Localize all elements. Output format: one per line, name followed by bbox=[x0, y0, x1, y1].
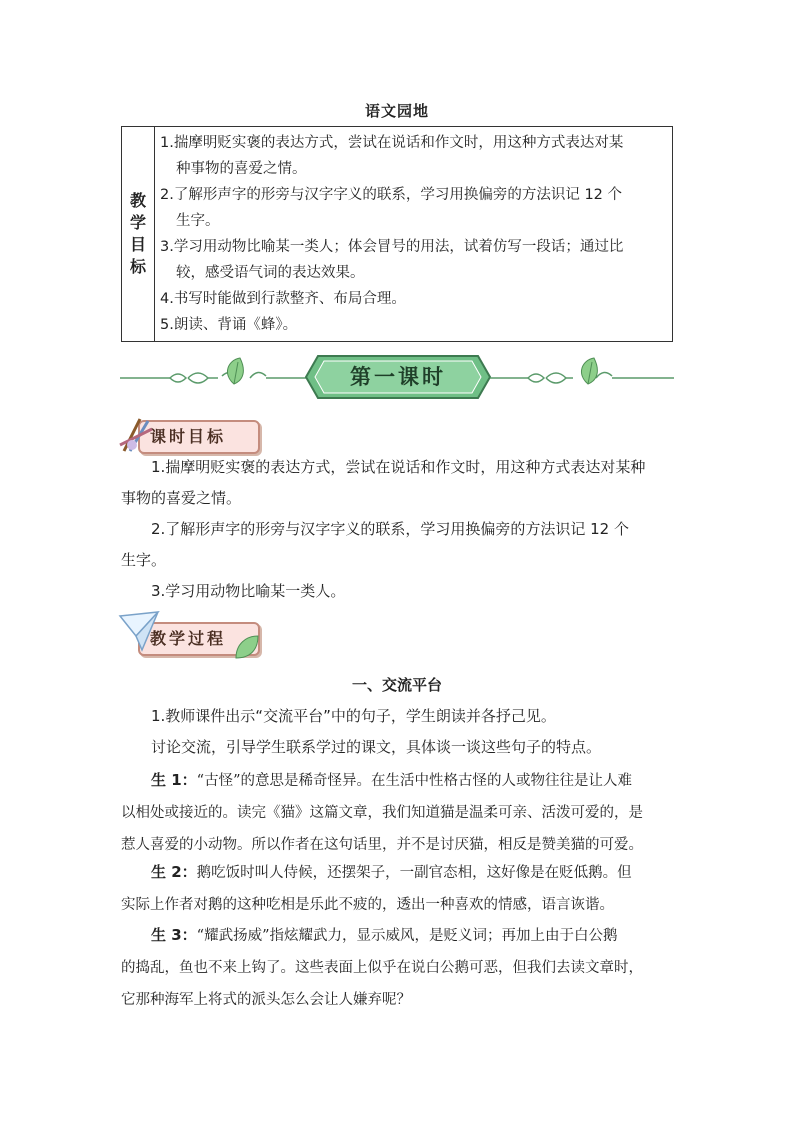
goal-text-cont: 较，感受语气词的表达效果。 bbox=[176, 265, 365, 281]
leaf-icon bbox=[232, 632, 262, 662]
goal-text-cont: 种事物的喜爱之情。 bbox=[176, 161, 307, 177]
goal-text: 1.揣摩明贬实褒的表达方式，尝试在说话和作文时，用这种方式表达对某 bbox=[160, 135, 624, 151]
student-label: 生 3： bbox=[151, 926, 197, 944]
student-text: “古怪”的意思是稀奇怪异。在生活中性格古怪的人或物往往是让人难 bbox=[196, 773, 632, 789]
goal-text: 2.了解形声字的形旁与汉字字义的联系，学习用换偏旁的方法识记 12 个 bbox=[160, 187, 623, 203]
goals-label-cell bbox=[122, 127, 155, 342]
goal-text: 3.学习用动物比喻某一类人；体会冒号的用法，试着仿写一段话；通过比 bbox=[160, 239, 624, 255]
goal-text: 5.朗读、背诵《蜂》。 bbox=[160, 317, 298, 333]
lesson-goals-badge-text: 课时目标 bbox=[150, 427, 227, 446]
student-text: 惹人喜爱的小动物。所以作者在这句话里，并不是讨厌猫，相反是赞美猫的可爱。 bbox=[121, 837, 643, 853]
goal-item bbox=[160, 130, 666, 182]
student-label: 生 2： bbox=[151, 863, 197, 881]
goals-label-char: 学 bbox=[129, 213, 146, 232]
page-title: 语文园地 bbox=[364, 102, 429, 120]
process-paragraphs bbox=[121, 701, 675, 763]
leaf-icon bbox=[227, 358, 243, 384]
lesson-goal-item: 3.学习用动物比喻某一类人。 bbox=[151, 582, 346, 600]
lesson-goals-list bbox=[121, 452, 675, 607]
lesson-goal-item: 2.了解形声字的形旁与汉字字义的联系，学习用换偏旁的方法识记 12 个 bbox=[151, 520, 629, 538]
paragraph: 讨论交流，引导学生联系学过的课文，具体谈一谈这些句子的特点。 bbox=[151, 738, 602, 756]
goals-label-char: 标 bbox=[129, 257, 146, 276]
teaching-process-badge-text: 教学过程 bbox=[150, 629, 227, 648]
leaf-icon bbox=[581, 358, 597, 384]
lesson-goals-badge bbox=[118, 415, 260, 453]
student-text: “耀武扬威”指炫耀武力，显示威风，是贬义词；再加上由于白公鹅 bbox=[196, 928, 618, 944]
section-heading: 一、交流平台 bbox=[351, 676, 442, 694]
student-label: 生 1： bbox=[151, 771, 197, 789]
goal-item bbox=[160, 182, 666, 234]
goal-item bbox=[160, 312, 666, 338]
student-text: 它那种海军上将式的派头怎么会让人嫌弃呢？ bbox=[121, 992, 411, 1008]
goals-label-char: 教 bbox=[129, 191, 146, 210]
student-response-3 bbox=[121, 919, 675, 1016]
vine-left-icon bbox=[120, 372, 308, 383]
banner-title: 第一课时 bbox=[350, 365, 446, 389]
student-text: 以相处或接近的。读完《猫》这篇文章，我们知道猫是温柔可亲、活泼可爱的，是 bbox=[121, 805, 643, 821]
lesson-goal-item-cont: 生字。 bbox=[121, 551, 167, 569]
student-response-2 bbox=[121, 856, 675, 921]
student-response-1 bbox=[121, 764, 675, 861]
paragraph: 1.教师课件出示“交流平台”中的句子，学生朗读并各抒己见。 bbox=[151, 707, 556, 725]
student-text: 实际上作者对鹅的这种吃相是乐此不疲的，透出一种喜欢的情感，语言诙谐。 bbox=[121, 897, 614, 913]
goal-item bbox=[160, 286, 666, 312]
goals-list-cell bbox=[155, 127, 673, 342]
lesson-goal-item: 1.揣摩明贬实褒的表达方式，尝试在说话和作文时，用这种方式表达对某种 bbox=[151, 458, 646, 476]
student-text: 的捣乱，鱼也不来上钩了。这些表面上似乎在说白公鹅可恶，但我们去读文章时， bbox=[121, 960, 643, 976]
goal-text: 4.书写时能做到行款整齐、布局合理。 bbox=[160, 291, 406, 307]
teaching-goals-table bbox=[121, 126, 673, 342]
lesson-goal-item-cont: 事物的喜爱之情。 bbox=[121, 489, 242, 507]
lesson-banner bbox=[118, 352, 676, 402]
goal-item bbox=[160, 234, 666, 286]
goals-label-char: 目 bbox=[129, 235, 146, 254]
goal-text-cont: 生字。 bbox=[176, 213, 220, 229]
teaching-process-badge bbox=[118, 614, 260, 652]
student-text: 鹅吃饭时叫人侍候，还摆架子，一副官态相，这好像是在贬低鹅。但 bbox=[196, 865, 632, 881]
